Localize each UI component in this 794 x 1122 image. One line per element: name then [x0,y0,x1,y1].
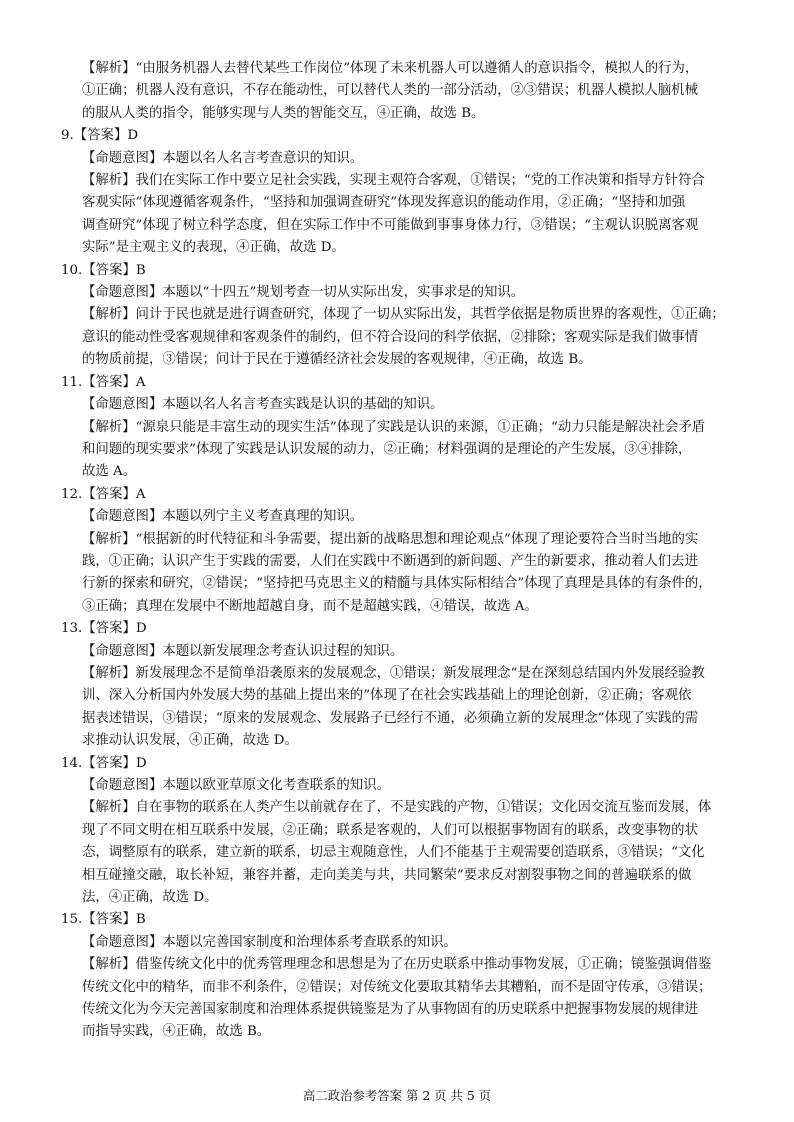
explanation-line: 【命题意图】本题以新发展理念考查认识过程的知识。 [82,643,404,659]
answer-label: 12.【答案】A [61,486,146,502]
explanation-line: 【解析】“源泉只能是丰富生动的现实生活”体现了实践是认识的来源，①正确；“动力只能是解决社会矛盾 [82,419,706,435]
explanation-line: 客观实际”体现遵循客观条件，“坚持和加强调查研究”体现发挥意识的能动作用，②正确；“坚持和加强 [82,195,686,211]
explanation-line: 【命题意图】本题以名人名言考查意识的知识。 [82,150,364,166]
intro-line: 【解析】“由服务机器人去替代某些工作岗位”体现了未来机器人可以遵循人的意识指令，模拟人的行为， [82,61,699,76]
answer-label: 9.【答案】D [61,128,139,144]
explanation-line: 现了不同文明在相互联系中发展，②正确；联系是客观的，人们可以根据事物固有的联系，改变事物的状 [82,822,698,838]
answer-label: 11.【答案】A [61,374,146,390]
explanation-line: 行新的探索和研究，②错误；“坚持把马克思主义的精髓与具体实际相结合”体现了真理是具体的有条件的， [82,576,712,592]
explanation-line: 故选 A。 [82,464,137,480]
answer-label: 14.【答案】D [61,755,147,771]
answer-document [0,58,794,1044]
explanation-line: ③正确；真理在发展中不断地超越自身，而不是超越实践，④错误，故选 A。 [82,598,538,614]
explanation-line: 【解析】问计于民也就是进行调查研究，体现了一切从实际出发，其哲学依据是物质世界的客观性，①正确； [82,307,725,323]
explanation-line: 训、深入分析国内外发展大势的基础上提出来的”体现了在社会实践基础上的理论创新，②正确；客观依 [82,688,692,704]
explanation-line: 而指导实践，④正确，故选 B。 [82,1024,271,1040]
intro-line: ①正确；机器人没有意识，不存在能动性，可以替代人类的一部分活动，②③错误；机器人模拟人脑机械 [82,83,698,99]
explanation-line: 相互碰撞交融，取长补短，兼容并蓄，走向美美与共，共同繁荣”要求反对割裂事物之间的普遍联系的做 [82,867,692,883]
explanation-line: 据表述错误，③错误；“原来的发展观念、发展路子已经行不通，必须确立新的发展理念”体现了实践的需 [82,710,699,726]
explanation-line: 调查研究”体现了树立科学态度，但在实际工作中不可能做到事事身体力行，③错误；“主观认识脱离客观 [82,217,699,233]
explanation-line: 态，调整原有的联系，建立新的联系，切忌主观随意性，人们不能基于主观需要创造联系，③错误；“文化 [82,845,705,861]
answer-label: 13.【答案】D [61,621,147,637]
intro-line: 的服从人类的指令，能够实现与人类的智能交互，④正确，故选 B。 [82,105,485,121]
answer-label: 15.【答案】B [61,912,146,928]
explanation-line: 【解析】借鉴传统文化中的优秀管理理念和思想是为了在历史联系中推动事物发展，①正确；镜鉴强调借鉴 [82,957,712,973]
answer-label: 10.【答案】B [61,262,146,278]
explanation-line: 【命题意图】本题以名人名言考查实践是认识的基础的知识。 [82,397,444,413]
page-footer: 高二政治参考答案 第 2 页 共 5 页 [302,1088,492,1103]
explanation-line: 求推动认识发展，④正确，故选 D。 [82,733,298,749]
explanation-line: 的物质前提，③错误；问计于民在于遵循经济社会发展的客观规律，④正确，故选 B。 [82,352,592,368]
explanation-line: 【命题意图】本题以欧亚草原文化考查联系的知识。 [82,778,390,793]
explanation-line: 和问题的现实要求”体现了实践是认识发展的动力，②正确；材料强调的是理论的产生发展，③④排除， [82,441,692,457]
explanation-line: 传统文化中的精华，而非不利条件，②错误；对传统文化要取其精华去其糟粕，而不是固守传承，③错误； [82,979,712,995]
explanation-line: 【解析】“根据新的时代特征和斗争需要，提出新的战略思想和理论观点”体现了理论要符合当时当地的实 [82,531,699,547]
explanation-line: 践，①正确；认识产生于实践的需要，人们在实践中不断遇到的新问题、产生的新要求，推动着人们去进 [82,553,698,569]
explanation-line: 实际”是主观主义的表现，④正确，故选 D。 [82,240,345,256]
explanation-line: 【命题意图】本题以“十四五”规划考查一切从实际出发，实事求是的知识。 [82,285,525,301]
explanation-line: 【命题意图】本题以完善国家制度和治理体系考查联系的知识。 [82,934,457,950]
explanation-line: 意识的能动性受客观规律和客观条件的制约，但不符合设问的科学依据，②排除；客观实际是我们做事情 [82,329,698,345]
explanation-line: 【命题意图】本题以列宁主义考查真理的知识。 [82,509,364,525]
explanation-line: 【解析】自在事物的联系在人类产生以前就存在了，不是实践的产物，①错误；文化因交流互鉴而发展，体 [82,800,712,816]
explanation-line: 【解析】我们在实际工作中要立足社会实践，实现主观符合客观，①错误；“党的工作决策和指导方针符合 [82,173,705,189]
explanation-line: 传统文化为今天完善国家制度和治理体系提供镜鉴是为了从事物固有的历史联系中把握事物发展的规律进 [82,1002,698,1018]
explanation-line: 法，④正确，故选 D。 [82,890,218,906]
explanation-line: 【解析】新发展理念不是简单沿袭原来的发展观念，①错误；新发展理念“是在深刻总结国内外发展经验教 [82,665,705,681]
